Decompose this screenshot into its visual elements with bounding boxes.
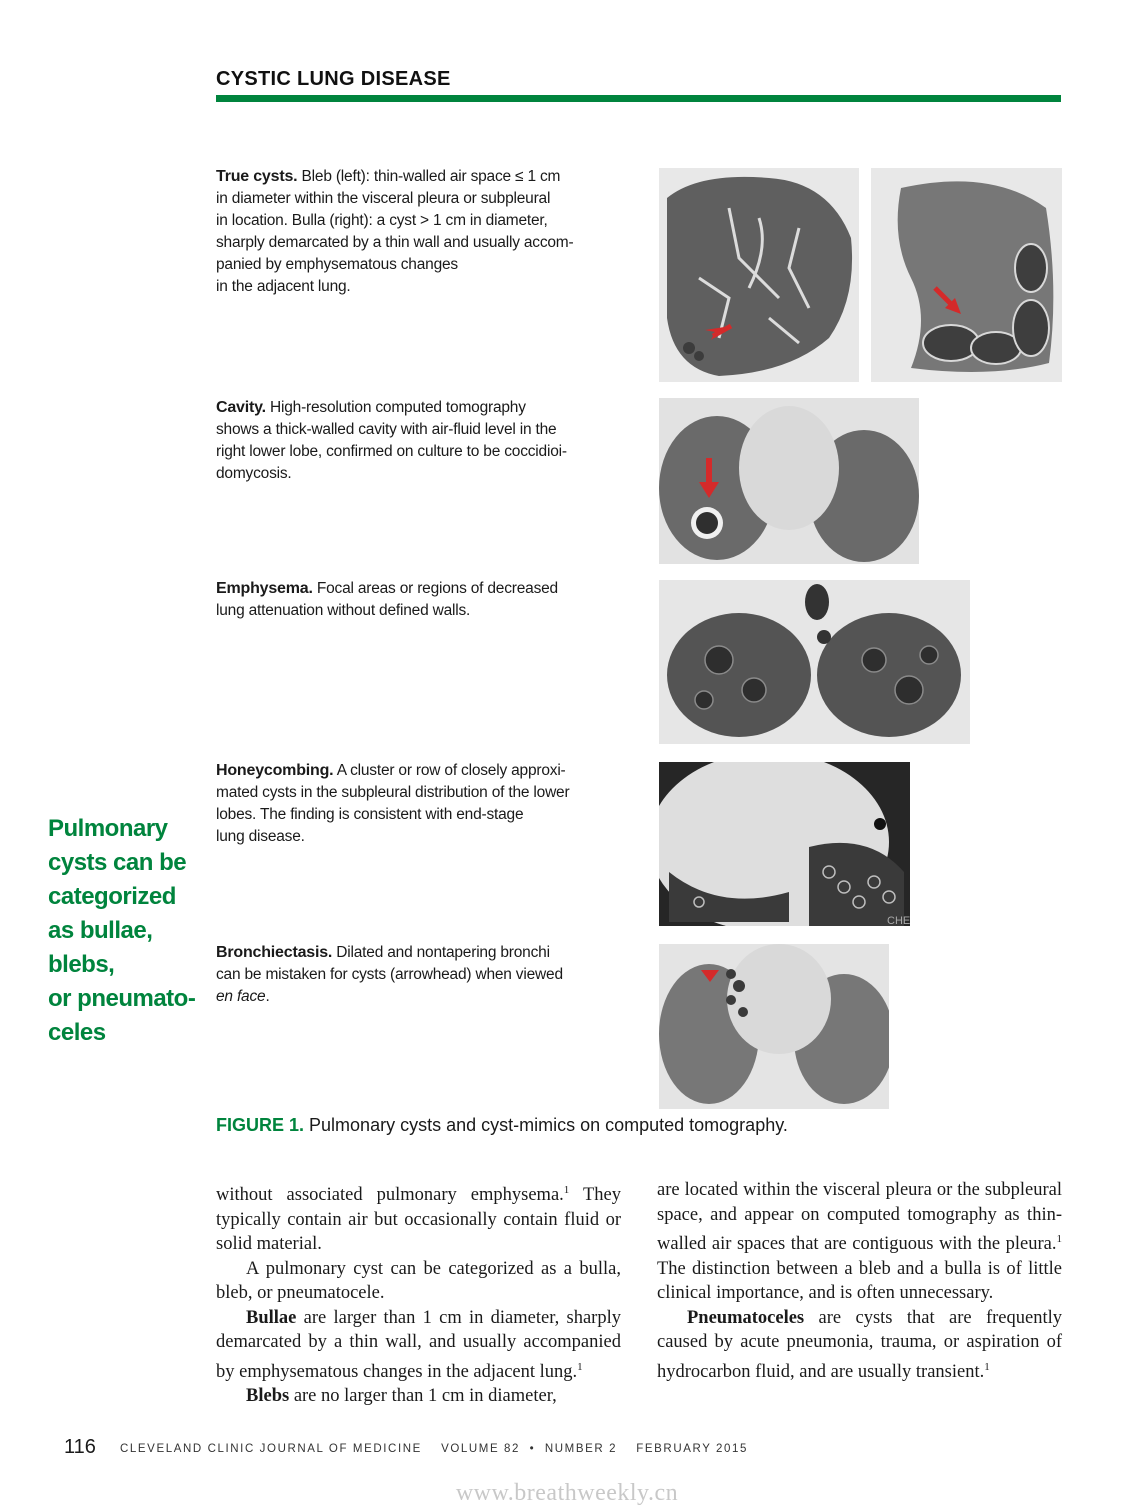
caption-term: Bronchiectasis. bbox=[216, 944, 333, 961]
caption-honeycombing bbox=[216, 760, 626, 848]
pull-quote bbox=[48, 812, 198, 1050]
caption-line: A cluster or row of closely approxi- bbox=[336, 762, 566, 779]
body-paragraph: are located within the visceral pleura or the subpleural space, and appear on computed tomography as thin-walled air spaces that are contiguous with the pleura.$^1$ The distinction between a bleb and a bulla is of little clinical importance, and is often unnecessary. bbox=[657, 1180, 1062, 1304]
ct-image-honeycombing bbox=[659, 762, 910, 926]
caption-line: Dilated and nontapering bronchi bbox=[336, 944, 550, 961]
caption-line: domycosis. bbox=[216, 465, 292, 482]
caption-term: Emphysema. bbox=[216, 580, 313, 597]
running-footer: CLEVELAND CLINIC JOURNAL OF MEDICINE VOLUME 82 • NUMBER 2 FEBRUARY 2015 bbox=[120, 1443, 749, 1455]
body-paragraph: Pneumatoceles are cysts that are frequently caused by acute pneumonia, trauma, or aspiration of hydrocarbon fluid, and are usually transient.$^1$ bbox=[657, 1307, 1062, 1382]
ct-image-cavity bbox=[659, 398, 919, 564]
caption-line: can be mistaken for cysts (arrowhead) when viewed bbox=[216, 966, 563, 983]
caption-term: True cysts. bbox=[216, 168, 298, 185]
caption-line: sharply demarcated by a thin wall and usually accom- bbox=[216, 234, 574, 251]
body-paragraph: without associated pulmonary emphysema.$^1$ They typically contain air but occasionally contain fluid or solid material. bbox=[216, 1184, 621, 1255]
caption-line: in the adjacent lung. bbox=[216, 278, 351, 295]
ct-image-bulla bbox=[871, 168, 1062, 382]
pull-quote-line: or pneumato- bbox=[48, 985, 196, 1012]
caption-bronchiectasis bbox=[216, 942, 626, 1008]
pull-quote-line: categorized bbox=[48, 883, 176, 910]
section-rule bbox=[216, 95, 1061, 102]
ct-image-emphysema bbox=[659, 580, 970, 744]
caption-term: Honeycombing. bbox=[216, 762, 334, 779]
figure-label: FIGURE 1. bbox=[216, 1115, 305, 1135]
body-paragraph: Bullae are larger than 1 cm in diameter, sharply demarcated by a thin wall, and usually accompanied by emphysematous changes in the adjacent lung.$^1$ bbox=[216, 1307, 621, 1382]
caption-line: panied by emphysematous changes bbox=[216, 256, 458, 273]
caption-line: lobes. The finding is consistent with end-stage bbox=[216, 806, 524, 823]
pull-quote-line: cysts can be bbox=[48, 849, 187, 876]
pull-quote-line: celes bbox=[48, 1019, 106, 1046]
watermark: www.breathweekly.cn bbox=[455, 1480, 679, 1506]
caption-italic: en face bbox=[216, 988, 266, 1005]
page-number: 116 bbox=[64, 1436, 96, 1458]
figure-caption-text: Pulmonary cysts and cyst-mimics on computed tomography. bbox=[309, 1115, 788, 1135]
image-overlay-text: CHE bbox=[887, 915, 910, 926]
caption-line: right lower lobe, confirmed on culture to be coccidioi- bbox=[216, 443, 567, 460]
caption-line: lung disease. bbox=[216, 828, 305, 845]
body-column-left bbox=[216, 1178, 621, 1409]
body-paragraph: A pulmonary cyst can be categorized as a bulla, bleb, or pneumatocele. bbox=[216, 1258, 621, 1304]
caption-period: . bbox=[265, 988, 270, 1005]
pull-quote-line: blebs, bbox=[48, 951, 115, 978]
body-column-right bbox=[657, 1178, 1062, 1384]
caption-line: Bleb (left): thin-walled air space ≤ 1 cm bbox=[301, 168, 561, 185]
pull-quote-line: Pulmonary bbox=[48, 815, 168, 842]
pull-quote-line: as bullae, bbox=[48, 917, 153, 944]
caption-line: in diameter within the visceral pleura or subpleural bbox=[216, 190, 551, 207]
caption-line: lung attenuation without defined walls. bbox=[216, 602, 471, 619]
caption-line: Focal areas or regions of decreased bbox=[316, 580, 558, 597]
caption-line: in location. Bulla (right): a cyst > 1 cm in diameter, bbox=[216, 212, 548, 229]
section-title: CYSTIC LUNG DISEASE bbox=[216, 68, 451, 90]
caption-cavity bbox=[216, 397, 626, 485]
caption-line: shows a thick-walled cavity with air-fluid level in the bbox=[216, 421, 557, 438]
caption-term: Cavity. bbox=[216, 399, 266, 416]
ct-image-bleb bbox=[659, 168, 859, 382]
caption-line: High-resolution computed tomography bbox=[270, 399, 526, 416]
ct-image-bronchiectasis bbox=[659, 944, 889, 1109]
caption-true-cysts bbox=[216, 166, 626, 298]
caption-emphysema bbox=[216, 578, 626, 622]
figure-caption bbox=[216, 1115, 788, 1136]
body-paragraph: Blebs are no larger than 1 cm in diameter, bbox=[246, 1386, 557, 1407]
caption-line: mated cysts in the subpleural distribution of the lower bbox=[216, 784, 570, 801]
